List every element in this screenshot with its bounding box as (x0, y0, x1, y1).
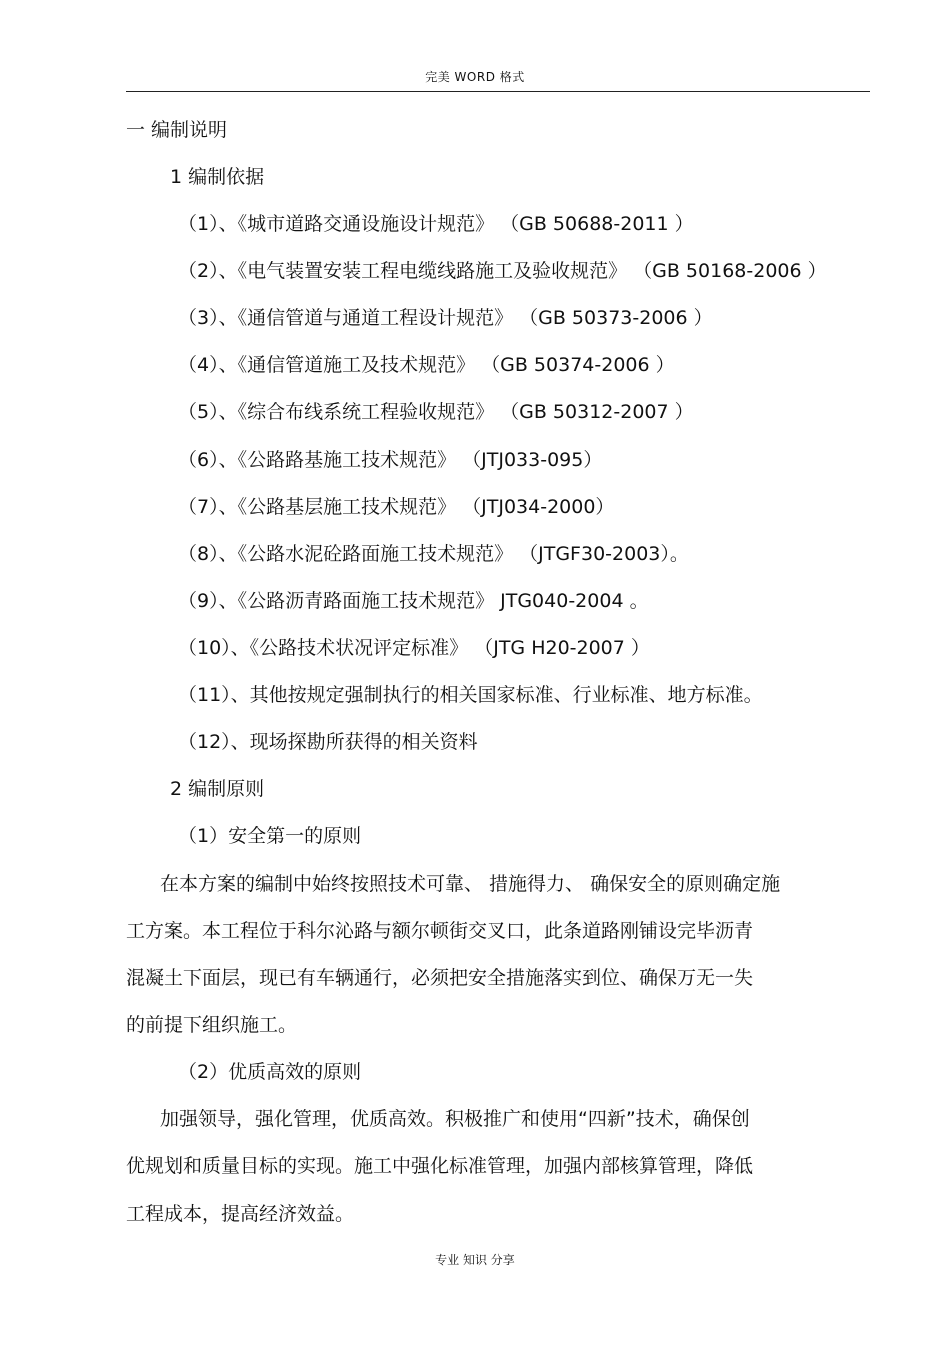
reference-item: （1）、《城市道路交通设施设计规范》 （GB 50688-2011 ） (178, 213, 694, 235)
reference-item: （3）、《通信管道与通道工程设计规范》 （GB 50373-2006 ） (178, 307, 713, 329)
reference-item: （8）、《公路水泥砼路面施工技术规范》 （JTGF30-2003）。 (178, 543, 689, 565)
principles-title: 2 编制原则 (170, 778, 265, 800)
principle1-title: （1）安全第一的原则 (178, 825, 362, 847)
principle2-title: （2）优质高效的原则 (178, 1061, 362, 1083)
paragraph-line: 的前提下组织施工。 (126, 1014, 298, 1036)
paragraph-line: 优规划和质量目标的实现。施工中强化标准管理，加强内部核算管理，降低 (126, 1155, 754, 1177)
paragraph-line: 工程成本，提高经济效益。 (126, 1203, 355, 1225)
reference-item: （6）、《公路路基施工技术规范》 （JTJ033-095） (178, 449, 603, 471)
reference-item: （11）、其他按规定强制执行的相关国家标准、行业标准、地方标准。 (178, 684, 763, 706)
reference-item: （4）、《通信管道施工及技术规范》 （GB 50374-2006 ） (178, 354, 675, 376)
page-footer: 专业 知识 分享 (435, 1253, 515, 1267)
reference-item: （5）、《综合布线系统工程验收规范》 （GB 50312-2007 ） (178, 401, 694, 423)
header-rule (126, 91, 870, 92)
reference-item: （10）、《公路技术状况评定标准》 （JTG H20-2007 ） (178, 637, 650, 659)
paragraph-line: 工方案。本工程位于科尔沁路与额尔顿街交叉口，此条道路刚铺设完毕沥青 (126, 920, 754, 942)
paragraph-line: 在本方案的编制中始终按照技术可靠、 措施得力、 确保安全的原则确定施 (160, 873, 781, 895)
section-title: 一 编制说明 (126, 119, 228, 141)
reference-item: （7）、《公路基层施工技术规范》 （JTJ034-2000） (178, 496, 615, 518)
reference-item: （9）、《公路沥青路面施工技术规范》 JTG040-2004 。 (178, 590, 649, 612)
reference-item: （2）、《电气装置安装工程电缆线路施工及验收规范》 （GB 50168-2006 ） (178, 260, 827, 282)
paragraph-line: 混凝土下面层，现已有车辆通行，必须把安全措施落实到位、确保万无一失 (126, 967, 754, 989)
paragraph-line: 加强领导，强化管理，优质高效。积极推广和使用“四新”技术，确保创 (160, 1108, 750, 1130)
page-header: 完美 WORD 格式 (425, 70, 525, 84)
basis-title: 1 编制依据 (170, 166, 265, 188)
reference-item: （12）、现场探勘所获得的相关资料 (178, 731, 478, 753)
